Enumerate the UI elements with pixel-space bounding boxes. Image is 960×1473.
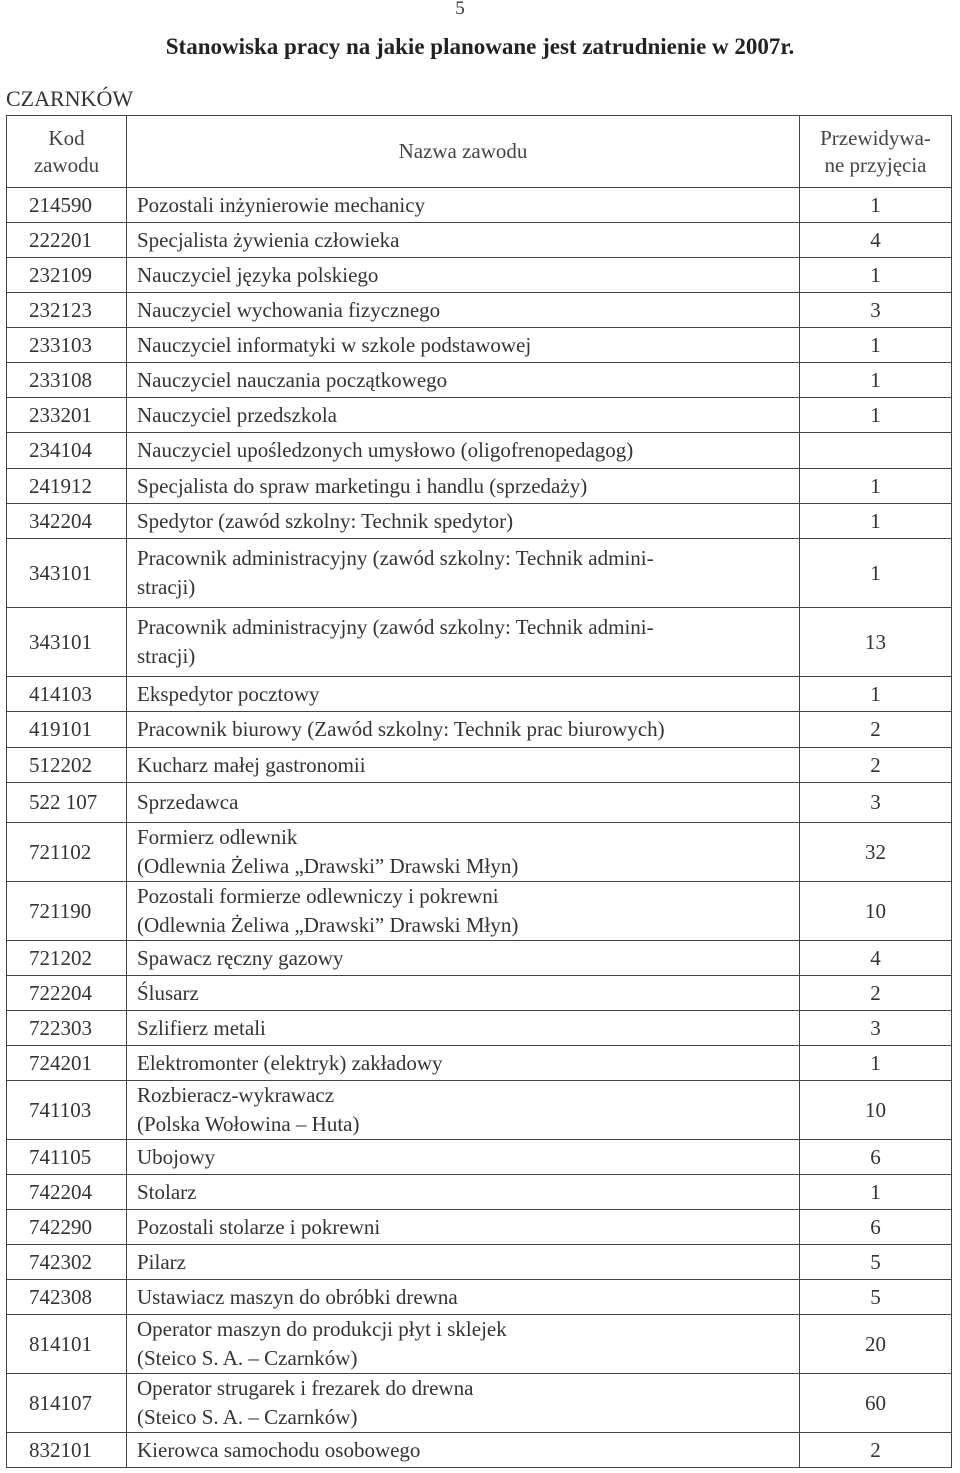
cell-code: 241912 (7, 469, 127, 504)
page-number: 5 (455, 0, 465, 19)
cell-name (127, 469, 800, 504)
cell-name-line1: Rozbieracz-wykrawacz (137, 1083, 335, 1107)
table-row (7, 1315, 952, 1374)
cell-code: 722204 (7, 976, 127, 1011)
cell-name (127, 398, 800, 433)
cell-code: 342204 (7, 504, 127, 539)
cell-name-line1: Specjalista żywienia człowieka (137, 227, 400, 252)
cell-name (127, 1140, 800, 1175)
cell-name (127, 188, 800, 223)
cell-count: 3 (800, 783, 952, 823)
cell-name (127, 1046, 800, 1081)
table-row (7, 398, 952, 433)
table-row (7, 1140, 952, 1175)
cell-code: 414103 (7, 677, 127, 712)
cell-count: 1 (800, 328, 952, 363)
table-row (7, 363, 952, 398)
cell-name (127, 748, 800, 783)
cell-name (127, 1280, 800, 1315)
cell-name-line1: Stolarz (137, 1179, 197, 1204)
cell-name (127, 976, 800, 1011)
cell-name (127, 1315, 800, 1374)
cell-code: 814101 (7, 1315, 127, 1374)
table-row (7, 1081, 952, 1140)
cell-name-line1: Ubojowy (137, 1144, 216, 1169)
cell-name (127, 1210, 800, 1245)
table-row (7, 882, 952, 941)
table-row (7, 433, 952, 469)
cell-code: 522 107 (7, 783, 127, 823)
region-label: CZARNKÓW (6, 86, 134, 111)
cell-name (127, 1433, 800, 1468)
page-title: Stanowiska pracy na jakie planowane jest zatrudnienie w 2007r. (165, 34, 795, 59)
cell-name-line1: Kierowca samochodu osobowego (137, 1437, 421, 1462)
cell-name (127, 677, 800, 712)
table-row (7, 677, 952, 712)
cell-count: 32 (800, 823, 952, 882)
cell-count: 4 (800, 941, 952, 976)
cell-code: 721102 (7, 823, 127, 882)
cell-name (127, 504, 800, 539)
cell-count: 1 (800, 1046, 952, 1081)
cell-name-line1: Nauczyciel nauczania początkowego (137, 367, 448, 392)
cell-name (127, 539, 800, 608)
cell-name-line1: Pracownik biurowy (Zawód szkolny: Technik prac biurowych) (137, 717, 665, 741)
cell-name-line2: stracji) (137, 644, 196, 668)
cell-count: 4 (800, 223, 952, 258)
cell-name-line2: stracji) (137, 575, 196, 599)
cell-name (127, 328, 800, 363)
cell-count: 5 (800, 1280, 952, 1315)
table-row (7, 1374, 952, 1433)
cell-name-line1: Formierz odlewnik (137, 825, 298, 849)
table-row (7, 539, 952, 608)
cell-code: 742204 (7, 1175, 127, 1210)
cell-name-line1: Nauczyciel informatyki w szkole podstawowej (137, 332, 532, 357)
cell-count: 6 (800, 1140, 952, 1175)
cell-code: 741105 (7, 1140, 127, 1175)
header-count (800, 116, 952, 188)
header-count-line1: Przewidywa- (820, 125, 931, 150)
cell-code: 234104 (7, 433, 127, 469)
header-code-line1: Kod (48, 125, 85, 150)
cell-name-line1: Nauczyciel przedszkola (137, 402, 337, 427)
cell-name-line1: Operator strugarek i frezarek do drewna (137, 1376, 474, 1400)
cell-code: 233103 (7, 328, 127, 363)
table-row (7, 748, 952, 783)
cell-name-line2: (Odlewnia Żeliwa „Drawski” Drawski Młyn) (137, 913, 519, 937)
cell-name-line1: Specjalista do spraw marketingu i handlu (sprzedaży) (137, 473, 588, 498)
table-row (7, 293, 952, 328)
cell-name-line1: Pozostali formierze odlewniczy i pokrewni (137, 884, 499, 908)
header-code-line2: zawodu (33, 152, 100, 177)
cell-count: 1 (800, 363, 952, 398)
cell-code: 343101 (7, 608, 127, 677)
cell-name-line2: (Odlewnia Żeliwa „Drawski” Drawski Młyn) (137, 854, 519, 878)
cell-name-line1: Pilarz (137, 1249, 186, 1274)
cell-name-line1: Pracownik administracyjny (zawód szkolny: Technik admini- (137, 615, 654, 639)
table-row (7, 469, 952, 504)
cell-code: 233108 (7, 363, 127, 398)
cell-count: 60 (800, 1374, 952, 1433)
table-row (7, 258, 952, 293)
cell-count: 3 (800, 1011, 952, 1046)
table-row (7, 783, 952, 823)
cell-name (127, 608, 800, 677)
cell-code: 724201 (7, 1046, 127, 1081)
cell-count: 2 (800, 748, 952, 783)
cell-name-line1: Spedytor (zawód szkolny: Technik spedytor) (137, 508, 514, 533)
cell-count (800, 433, 952, 469)
table-row (7, 188, 952, 223)
cell-code: 741103 (7, 1081, 127, 1140)
cell-name (127, 293, 800, 328)
cell-count: 1 (800, 677, 952, 712)
cell-code: 233201 (7, 398, 127, 433)
cell-count: 1 (800, 398, 952, 433)
cell-name-line2: (Polska Wołowina – Huta) (137, 1112, 360, 1136)
cell-count: 1 (800, 539, 952, 608)
cell-name-line1: Pozostali inżynierowie mechanicy (137, 192, 426, 217)
cell-name-line1: Ustawiacz maszyn do obróbki drewna (137, 1284, 458, 1309)
table-row (7, 941, 952, 976)
cell-count: 10 (800, 1081, 952, 1140)
cell-name-line1: Ślusarz (137, 980, 199, 1005)
cell-name (127, 882, 800, 941)
table-row (7, 1175, 952, 1210)
cell-name-line1: Elektromonter (elektryk) zakładowy (137, 1050, 443, 1075)
cell-code: 742302 (7, 1245, 127, 1280)
cell-name (127, 1081, 800, 1140)
cell-name (127, 363, 800, 398)
table-row (7, 608, 952, 677)
table-row (7, 823, 952, 882)
cell-code: 222201 (7, 223, 127, 258)
cell-name (127, 1374, 800, 1433)
cell-name-line1: Kucharz małej gastronomii (137, 752, 366, 777)
cell-code: 742308 (7, 1280, 127, 1315)
cell-code: 214590 (7, 188, 127, 223)
cell-code: 721190 (7, 882, 127, 941)
cell-name-line1: Nauczyciel wychowania fizycznego (137, 297, 441, 322)
table-row (7, 1280, 952, 1315)
cell-name (127, 223, 800, 258)
table-row (7, 1245, 952, 1280)
cell-name (127, 783, 800, 823)
cell-count: 1 (800, 188, 952, 223)
cell-name-line2: (Steico S. A. – Czarnków) (137, 1346, 358, 1370)
cell-name (127, 712, 800, 748)
cell-name-line1: Ekspedytor pocztowy (137, 681, 320, 706)
table-body (7, 188, 952, 1468)
cell-count: 1 (800, 469, 952, 504)
table-row (7, 1046, 952, 1081)
cell-code: 832101 (7, 1433, 127, 1468)
cell-name (127, 1011, 800, 1046)
cell-count: 13 (800, 608, 952, 677)
cell-code: 419101 (7, 712, 127, 748)
header-name: Nazwa zawodu (127, 116, 800, 188)
cell-count: 3 (800, 293, 952, 328)
cell-name-line1: Szlifierz metali (137, 1015, 266, 1040)
cell-code: 721202 (7, 941, 127, 976)
cell-count: 2 (800, 976, 952, 1011)
table-header-row (7, 116, 952, 188)
cell-code: 742290 (7, 1210, 127, 1245)
cell-name-line1: Operator maszyn do produkcji płyt i sklejek (137, 1317, 507, 1341)
cell-count: 20 (800, 1315, 952, 1374)
table-row (7, 976, 952, 1011)
cell-name-line1: Nauczyciel języka polskiego (137, 262, 379, 287)
table-row (7, 1011, 952, 1046)
jobs-table (6, 115, 952, 1468)
cell-code: 343101 (7, 539, 127, 608)
cell-count: 2 (800, 1433, 952, 1468)
table-row (7, 504, 952, 539)
header-count-line2: ne przyjęcia (824, 152, 927, 177)
cell-count: 1 (800, 258, 952, 293)
cell-code: 814107 (7, 1374, 127, 1433)
table-row (7, 712, 952, 748)
cell-name-line1: Nauczyciel upośledzonych umysłowo (oligofrenopedagog) (137, 438, 634, 462)
cell-name (127, 258, 800, 293)
cell-code: 512202 (7, 748, 127, 783)
table-row (7, 223, 952, 258)
cell-name (127, 941, 800, 976)
cell-name-line1: Spawacz ręczny gazowy (137, 945, 344, 970)
cell-count: 2 (800, 712, 952, 748)
cell-code: 232123 (7, 293, 127, 328)
cell-name-line2: (Steico S. A. – Czarnków) (137, 1405, 358, 1429)
table-row (7, 1433, 952, 1468)
cell-name-line1: Pozostali stolarze i pokrewni (137, 1214, 381, 1239)
table-row (7, 328, 952, 363)
cell-count: 1 (800, 504, 952, 539)
cell-name (127, 433, 800, 469)
cell-count: 10 (800, 882, 952, 941)
cell-name (127, 1175, 800, 1210)
header-code (7, 116, 127, 188)
cell-name (127, 823, 800, 882)
table-row (7, 1210, 952, 1245)
cell-name (127, 1245, 800, 1280)
cell-count: 1 (800, 1175, 952, 1210)
cell-count: 5 (800, 1245, 952, 1280)
cell-name-line1: Sprzedawca (137, 790, 239, 814)
cell-code: 232109 (7, 258, 127, 293)
cell-name-line1: Pracownik administracyjny (zawód szkolny: Technik admini- (137, 546, 654, 570)
cell-count: 6 (800, 1210, 952, 1245)
cell-code: 722303 (7, 1011, 127, 1046)
